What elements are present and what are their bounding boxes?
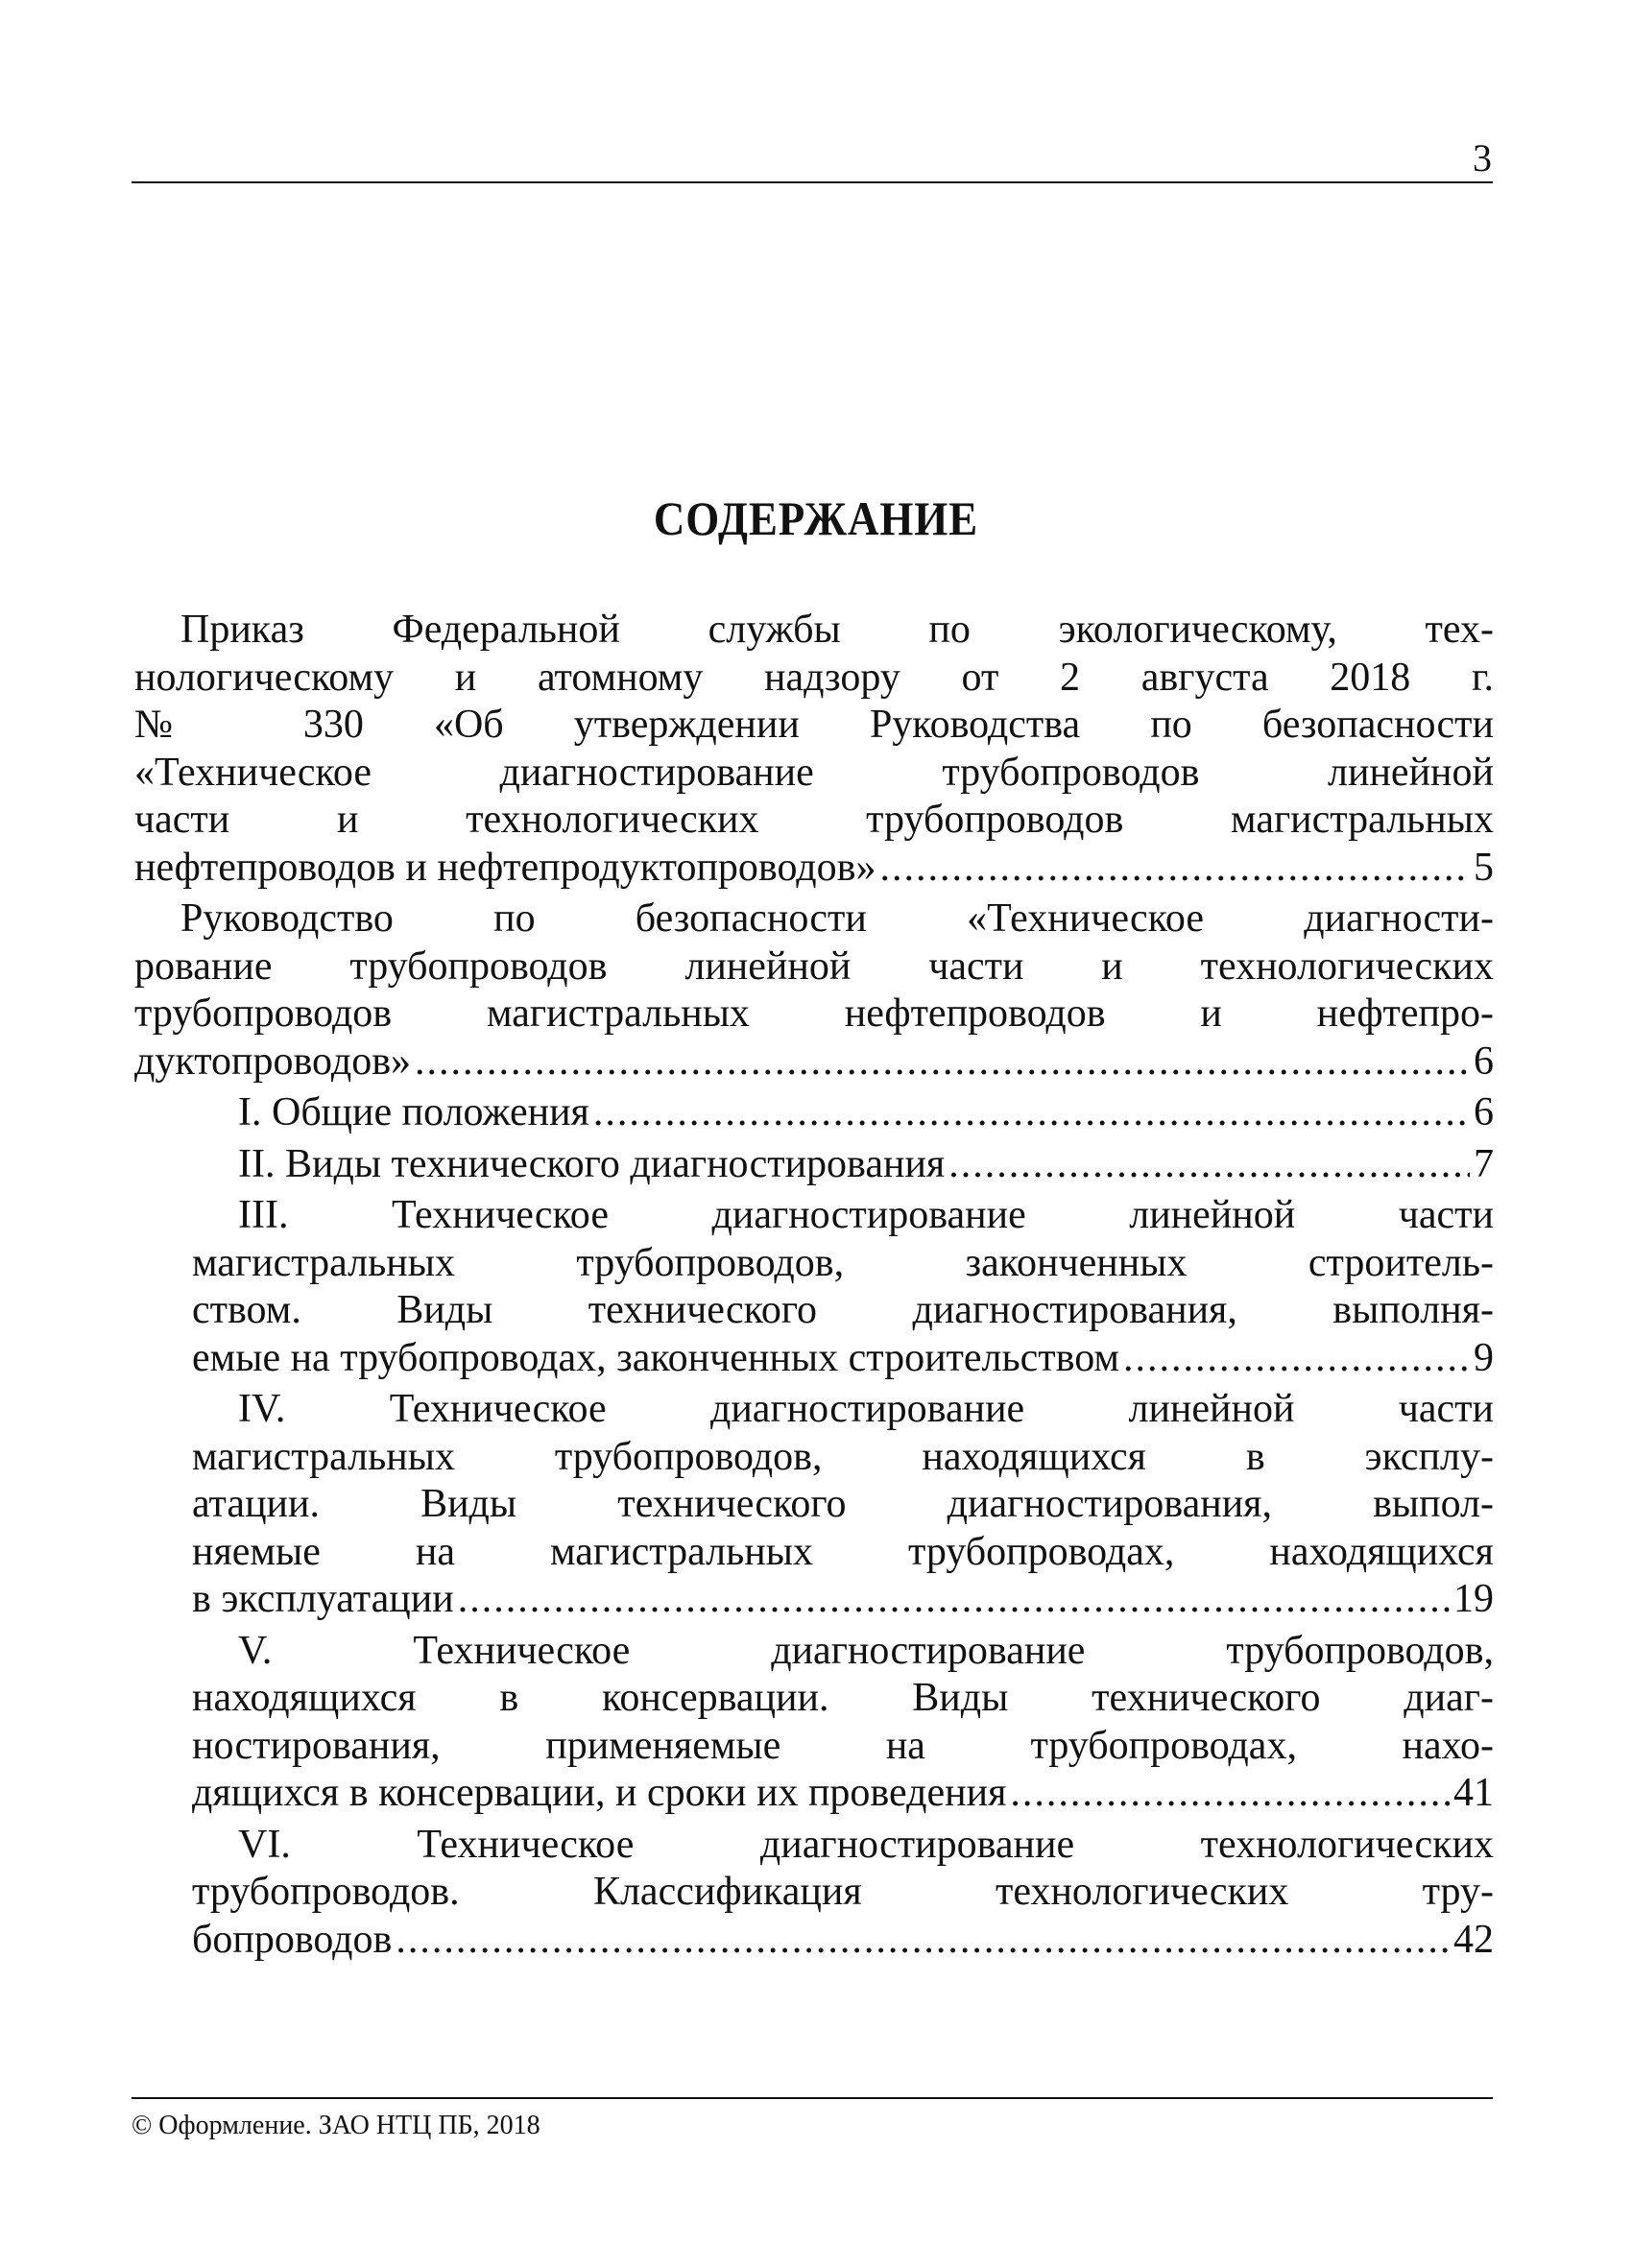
toc-entry-line: «Техническое диагностирование трубопроводов линейной <box>134 750 1494 795</box>
toc-entry-line: нефтепроводов и нефтепродуктопроводов» <box>134 845 876 890</box>
toc-entry-last-line <box>192 1917 1494 1965</box>
toc-entry-line: ством. Виды технического диагностирования, выполня- <box>192 1288 1494 1332</box>
toc-entry-line: № 330 «Об утверждении Руководства по безопасности <box>134 703 1494 747</box>
toc-entry-line: находящихся в консервации. Виды технического диаг- <box>192 1676 1494 1720</box>
toc-entry-line: атации. Виды технического диагностирования, выпол- <box>192 1482 1494 1526</box>
table-of-contents <box>134 607 1494 1968</box>
page-title: СОДЕРЖАНИЕ <box>653 491 979 545</box>
toc-entry-line: дуктопроводов» <box>134 1039 412 1084</box>
toc-entry-order[interactable] <box>134 607 1494 892</box>
toc-entry-line: V. Техническое диагностирование трубопроводов, <box>238 1628 1494 1673</box>
toc-entry-section-2[interactable] <box>134 1141 1494 1189</box>
toc-entry-line: Приказ Федеральной службы по экологическому, тех- <box>180 608 1494 652</box>
toc-entry-section-4[interactable] <box>134 1386 1494 1624</box>
header-rule <box>132 181 1493 183</box>
dot-leader <box>593 1089 1470 1137</box>
dot-leader <box>458 1576 1450 1624</box>
toc-entry-line: магистральных трубопроводов, находящихся в эксплу- <box>192 1434 1494 1479</box>
toc-entry-section-5[interactable] <box>134 1628 1494 1818</box>
toc-page-number: 6 <box>1474 1039 1494 1084</box>
toc-entry-last-line <box>192 1141 1494 1189</box>
toc-page-number: 5 <box>1474 845 1494 890</box>
toc-entry-last-line <box>134 1039 1494 1086</box>
toc-entry-line: части и технологических трубопроводов магистральных <box>134 798 1494 842</box>
toc-page-number: 19 <box>1453 1577 1494 1621</box>
toc-entry-last-line <box>192 1576 1494 1624</box>
toc-entry-section-3[interactable] <box>134 1192 1494 1382</box>
page-number: 3 <box>1473 136 1492 179</box>
toc-entry-last-line <box>192 1335 1494 1383</box>
toc-entry-last-line <box>192 1770 1494 1818</box>
toc-entry-line: III. Техническое диагностирование линейной части <box>238 1193 1494 1237</box>
dot-leader <box>879 845 1470 893</box>
toc-entry-line: нологическому и атомному надзору от 2 августа 2018 г. <box>134 655 1494 700</box>
toc-page-number: 42 <box>1453 1917 1494 1962</box>
toc-entry-guide[interactable] <box>134 895 1494 1086</box>
dot-leader <box>1010 1770 1450 1818</box>
copyright-footer: © Оформление. ЗАО НТЦ ПБ, 2018 <box>132 2111 540 2140</box>
toc-entry-line: IV. Техническое диагностирование линейной части <box>238 1387 1494 1431</box>
dot-leader <box>948 1141 1470 1189</box>
toc-page-number: 9 <box>1474 1335 1494 1380</box>
dot-leader <box>1123 1335 1470 1383</box>
toc-page-number: 41 <box>1453 1771 1494 1815</box>
toc-page-number: 6 <box>1474 1090 1494 1134</box>
toc-entry-line: рование трубопроводов линейной части и технологических <box>134 943 1494 989</box>
toc-entry-line: магистральных трубопроводов, законченных строитель- <box>192 1240 1494 1285</box>
toc-entry-line: бопроводов <box>192 1917 393 1962</box>
toc-entry-section-1[interactable] <box>134 1089 1494 1137</box>
toc-entry-line: дящихся в консервации, и сроки их проведения <box>192 1771 1007 1815</box>
toc-entry-line: емые на трубопроводах, законченных строительством <box>192 1335 1119 1380</box>
toc-entry-line: ностирования, применяемые на трубопроводах, нахо- <box>192 1723 1494 1768</box>
toc-entry-last-line <box>192 1089 1494 1137</box>
toc-entry-line: в эксплуатации <box>192 1577 454 1621</box>
toc-entry-line: трубопроводов магистральных нефтепроводов и нефтепро- <box>134 991 1494 1036</box>
toc-entry-line: Руководство по безопасности «Техническое диагности- <box>180 896 1494 941</box>
toc-entry-line: II. Виды технического диагностирования <box>238 1141 946 1186</box>
toc-entry-section-6[interactable] <box>134 1822 1494 1965</box>
toc-entry-line: няемые на магистральных трубопроводах, находящихся <box>192 1529 1494 1574</box>
toc-entry-line: I. Общие положения <box>238 1090 589 1134</box>
toc-entry-line: трубопроводов. Классификация технологических тру- <box>192 1870 1494 1914</box>
toc-entry-last-line <box>134 845 1494 893</box>
toc-page-number: 7 <box>1474 1141 1494 1186</box>
dot-leader <box>396 1917 1450 1965</box>
dot-leader <box>415 1039 1470 1086</box>
toc-entry-line: VI. Техническое диагностирование технологических <box>238 1822 1494 1867</box>
footer-rule <box>132 2097 1493 2099</box>
